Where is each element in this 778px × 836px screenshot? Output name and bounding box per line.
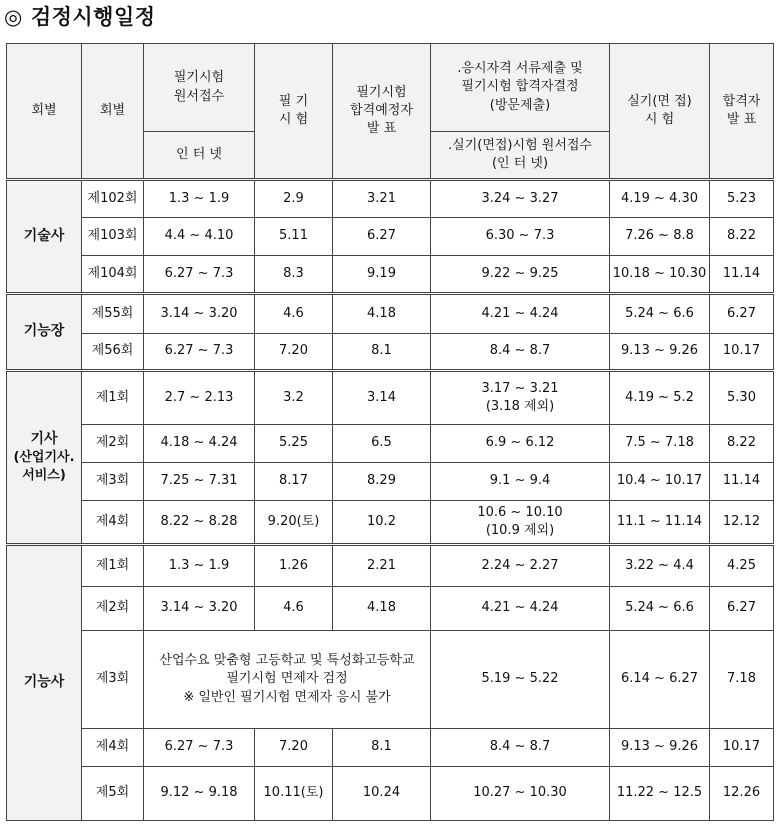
apply-cell: 3.14 ~ 3.20 (144, 294, 255, 334)
table-row (7, 729, 774, 767)
category-label: 기능사 (7, 545, 82, 821)
final-cell: 4.25 (710, 545, 774, 587)
exemption-note: 산업수요 맞춤형 고등학교 및 특성화고등학교 필기시험 면제자 검정 ※ 일반인 필기시험 면제자 응시 불가 (144, 631, 431, 729)
apply-cell: 7.25 ~ 7.31 (144, 463, 255, 501)
category-label: 기사 (산업기사. 서비스) (7, 371, 82, 545)
docs-cell: 10.27 ~ 10.30 (431, 767, 610, 821)
table-row (7, 180, 774, 218)
apply-cell: 6.27 ~ 7.3 (144, 256, 255, 294)
apply-cell: 4.18 ~ 4.24 (144, 425, 255, 463)
table-row (7, 334, 774, 371)
header-round: 회별 (82, 44, 144, 180)
result-cell: 9.19 (333, 256, 431, 294)
page-title-text: 검정시행일정 (30, 5, 156, 29)
apply-cell: 2.7 ~ 2.13 (144, 371, 255, 425)
docs-cell: 4.21 ~ 4.24 (431, 294, 610, 334)
apply-cell: 3.14 ~ 3.20 (144, 587, 255, 631)
final-cell: 10.17 (710, 334, 774, 371)
practical-cell: 11.1 ~ 11.14 (610, 501, 710, 545)
category-label: 기술사 (7, 180, 82, 294)
round-cell: 제3회 (82, 463, 144, 501)
docs-cell: 8.4 ~ 8.7 (431, 334, 610, 371)
table-row (7, 463, 774, 501)
result-cell: 4.18 (333, 587, 431, 631)
exam-cell: 8.17 (255, 463, 333, 501)
exam-cell: 9.20(토) (255, 501, 333, 545)
docs-cell: 8.4 ~ 8.7 (431, 729, 610, 767)
exam-cell: 5.11 (255, 218, 333, 256)
exam-cell: 3.2 (255, 371, 333, 425)
practical-cell: 5.24 ~ 6.6 (610, 587, 710, 631)
table-row (7, 425, 774, 463)
header-final: 합격자 발 표 (710, 44, 774, 180)
docs-cell: 10.6 ~ 10.10 (10.9 제외) (431, 501, 610, 545)
header-written-result: 필기시험 합격예정자 발 표 (333, 44, 431, 180)
result-cell: 6.5 (333, 425, 431, 463)
practical-cell: 10.4 ~ 10.17 (610, 463, 710, 501)
apply-cell: 6.27 ~ 7.3 (144, 729, 255, 767)
practical-cell: 4.19 ~ 5.2 (610, 371, 710, 425)
final-cell: 6.27 (710, 294, 774, 334)
exam-cell: 5.25 (255, 425, 333, 463)
final-cell: 7.18 (710, 631, 774, 729)
table-row (7, 587, 774, 631)
round-cell: 제3회 (82, 631, 144, 729)
practical-cell: 11.22 ~ 12.5 (610, 767, 710, 821)
apply-cell: 8.22 ~ 8.28 (144, 501, 255, 545)
table-row (7, 218, 774, 256)
result-cell: 4.18 (333, 294, 431, 334)
table-row (7, 631, 774, 729)
final-cell: 8.22 (710, 218, 774, 256)
final-cell: 5.23 (710, 180, 774, 218)
final-cell: 11.14 (710, 256, 774, 294)
apply-cell: 6.27 ~ 7.3 (144, 334, 255, 371)
round-cell: 제104회 (82, 256, 144, 294)
exam-cell: 8.3 (255, 256, 333, 294)
exam-cell: 4.6 (255, 587, 333, 631)
practical-cell: 3.22 ~ 4.4 (610, 545, 710, 587)
exam-cell: 2.9 (255, 180, 333, 218)
table-row (7, 256, 774, 294)
table-row (7, 501, 774, 545)
final-cell: 6.27 (710, 587, 774, 631)
header-practical-apply: .실기(면접)시험 원서접수 (인 터 넷) (431, 132, 610, 180)
final-cell: 10.17 (710, 729, 774, 767)
result-cell: 3.14 (333, 371, 431, 425)
bullet-icon: ◎ (4, 5, 23, 29)
page-title (4, 2, 156, 32)
table-row (7, 371, 774, 425)
result-cell: 2.21 (333, 545, 431, 587)
final-cell: 12.12 (710, 501, 774, 545)
practical-cell: 7.5 ~ 7.18 (610, 425, 710, 463)
round-cell: 제2회 (82, 587, 144, 631)
practical-cell: 9.13 ~ 9.26 (610, 729, 710, 767)
table-row (7, 767, 774, 821)
practical-cell: 7.26 ~ 8.8 (610, 218, 710, 256)
docs-cell: 3.24 ~ 3.27 (431, 180, 610, 218)
docs-cell: 2.24 ~ 2.27 (431, 545, 610, 587)
apply-cell: 4.4 ~ 4.10 (144, 218, 255, 256)
round-cell: 제103회 (82, 218, 144, 256)
header-docs-submit: .응시자격 서류제출 및 필기시험 합격자결정 (방문제출) (431, 44, 610, 132)
header-category: 회별 (7, 44, 82, 180)
table-row (7, 294, 774, 334)
header-written-exam: 필 기 시 험 (255, 44, 333, 180)
docs-cell: 9.22 ~ 9.25 (431, 256, 610, 294)
exam-cell: 7.20 (255, 729, 333, 767)
table-row (7, 545, 774, 587)
round-cell: 제56회 (82, 334, 144, 371)
practical-cell: 9.13 ~ 9.26 (610, 334, 710, 371)
apply-cell: 1.3 ~ 1.9 (144, 545, 255, 587)
docs-cell: 4.21 ~ 4.24 (431, 587, 610, 631)
exam-cell: 7.20 (255, 334, 333, 371)
final-cell: 11.14 (710, 463, 774, 501)
apply-cell: 1.3 ~ 1.9 (144, 180, 255, 218)
round-cell: 제4회 (82, 501, 144, 545)
round-cell: 제4회 (82, 729, 144, 767)
exam-cell: 4.6 (255, 294, 333, 334)
exam-cell: 10.11(토) (255, 767, 333, 821)
header-written-apply: 필기시험 원서접수 (144, 44, 255, 132)
result-cell: 8.1 (333, 729, 431, 767)
apply-cell: 9.12 ~ 9.18 (144, 767, 255, 821)
result-cell: 3.21 (333, 180, 431, 218)
docs-cell: 6.30 ~ 7.3 (431, 218, 610, 256)
final-cell: 12.26 (710, 767, 774, 821)
result-cell: 8.29 (333, 463, 431, 501)
final-cell: 5.30 (710, 371, 774, 425)
final-cell: 8.22 (710, 425, 774, 463)
practical-cell: 4.19 ~ 4.30 (610, 180, 710, 218)
exam-cell: 1.26 (255, 545, 333, 587)
result-cell: 10.2 (333, 501, 431, 545)
round-cell: 제1회 (82, 371, 144, 425)
round-cell: 제55회 (82, 294, 144, 334)
practical-cell: 6.14 ~ 6.27 (610, 631, 710, 729)
docs-cell: 5.19 ~ 5.22 (431, 631, 610, 729)
docs-cell: 3.17 ~ 3.21 (3.18 제외) (431, 371, 610, 425)
docs-cell: 6.9 ~ 6.12 (431, 425, 610, 463)
result-cell: 6.27 (333, 218, 431, 256)
practical-cell: 5.24 ~ 6.6 (610, 294, 710, 334)
exam-schedule-table (6, 43, 774, 821)
round-cell: 제1회 (82, 545, 144, 587)
header-practical: 실기(면 접) 시 험 (610, 44, 710, 180)
category-label: 기능장 (7, 294, 82, 371)
result-cell: 8.1 (333, 334, 431, 371)
result-cell: 10.24 (333, 767, 431, 821)
practical-cell: 10.18 ~ 10.30 (610, 256, 710, 294)
docs-cell: 9.1 ~ 9.4 (431, 463, 610, 501)
header-internet: 인 터 넷 (144, 132, 255, 180)
round-cell: 제102회 (82, 180, 144, 218)
round-cell: 제2회 (82, 425, 144, 463)
round-cell: 제5회 (82, 767, 144, 821)
